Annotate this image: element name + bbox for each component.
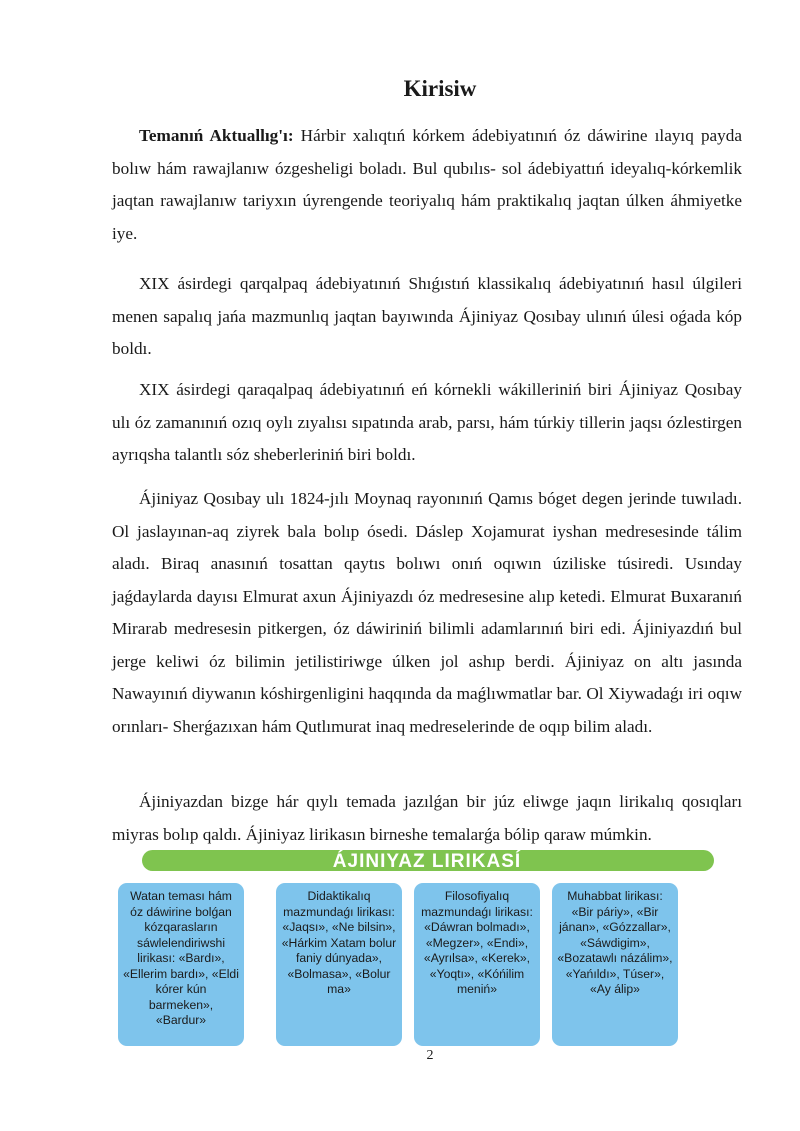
paragraph-4-text: Ájiniyaz Qosıbay ulı 1824-jılı Moynaq rayonınıń Qamıs bóget degen jerinde tuwıladı. Ol jaslayınan-aq ziyrek bala bolıp ósedi. Dáslep Xojamurat iyshan medresesinde tálim aladı. Biraq anasınıń tosattan qaytıs bolıwı onıń oqıwın úziliske túsiredi. Usınday jaǵdaylarda dayısı Elmurat axun Ájiniyazdı óz medresesine alıp ketedi. Elmurat Buxaranıń Mirarab medresesin pitkergen, óz dáwiriniń bilimli adamlarınıń biri edi. Ájiniyazdıń bul jerge keliwi óz bilimin jetilistiriwge úlken jol ashıp berdi. Ájiniyaz on altı jasında Nawayınıń diywanın kóshirgenligini haqqında da maǵlıwmatlar bar. Ol Xiywadaǵı iri oqıw orınları- Sherǵazıxan hám Qutlımurat inaq medreselerinde de oqıp bilim aladı.: [112, 489, 742, 736]
paragraph-5: [112, 786, 742, 851]
paragraph-relevance: [112, 120, 742, 250]
page-title: Kirisiw: [403, 76, 477, 101]
paragraph-5-text: Ájiniyazdan bizge hár qıylı temada jazılǵan bir júz eliwge jaqın lirikalıq qosıqları miyras bolıp qaldı. Ájiniyaz lirikasın birneshe temalarǵa bólip qaraw múmkin.: [112, 792, 742, 844]
paragraph-3-text: XIX ásirdegi qaraqalpaq ádebiyatınıń eń kórnekli wákilleriniń biri Ájiniyaz Qosıbay ulı óz zamanınıń ozıq oylı zıyalısı sıpatında arab, parsı, hám túrkiy tillerin jaqsı ózlestirgen ayrıqsha talantlı sóz sheberleriniń biri boldı.: [112, 380, 742, 464]
diagram-box-patriotic: Watan teması hám óz dáwirine bolǵan kózqarasların sáwlelendiriwshi lirikası: «Bardı», «Ellerim bardı», «Eldi kórer kún barmeken», «Bardur»: [118, 883, 244, 1046]
paragraph-2: [112, 268, 742, 366]
lyrics-diagram: [112, 850, 742, 1046]
page-number: 2: [426, 1048, 434, 1063]
diagram-banner-title: ÁJINIYAZ LIRIKASÍ: [332, 851, 522, 872]
paragraph-4: [112, 483, 742, 743]
relevance-heading: Temanıń Aktuallıg'ı:: [139, 126, 294, 145]
diagram-box-love: Muhabbat lirikası: «Bir páriy», «Bir jánan», «Gózzallar», «Sáwdigim», «Bozatawlı názálim», «Yańıldı», Túser», «Ay álip»: [552, 883, 678, 1046]
diagram-box-didactic: Didaktikalıq mazmundaǵı lirikası: «Jaqsı», «Ne bilsin», «Hárkim Xatam bolur faniy dúnyada», «Bolmasa», «Bolur ma»: [276, 883, 402, 1046]
relevance-text: Hárbir xalıqtıń kórkem ádebiyatınıń óz dáwirine ılayıq payda bolıw hám rawajlanıw ózgesheligi boladı. Bul qubılıs- sol ádebiyattıń ideyalıq-kórkemlik jaqtan rawajlanıw tariyxın úyrengende teoriyalıq hám praktikalıq jaqtan úlken áhmiyetke iye.: [112, 126, 742, 243]
paragraph-2-text: XIX ásirdegi qarqalpaq ádebiyatınıń Shıǵıstıń klassikalıq ádebiyatınıń hasıl úlgileri menen sapalıq jańa mazmunlıq jaqtan bayıwında Ájiniyaz Qosıbay ulınıń úlesi oǵada kóp boldı.: [112, 274, 742, 358]
paragraph-3: [112, 374, 742, 472]
diagram-box-philosophical: Filosofiyalıq mazmundaǵı lirikası: «Dáwran bolmadı», «Megzer», «Endi», «Ayrılsa», «Kerek», «Yoqtı», «Kóńilim meniń»: [414, 883, 540, 1046]
